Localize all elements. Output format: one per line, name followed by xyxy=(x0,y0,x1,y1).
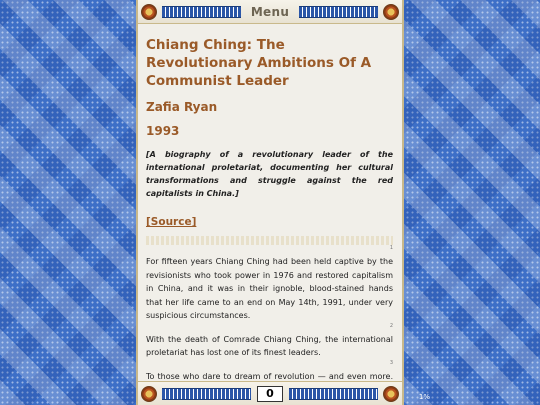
decorative-stripes-left xyxy=(162,6,241,18)
decorative-divider xyxy=(146,236,393,245)
article-blurb: [A biography of a revolutionary leader of the international proletariat, documenting her cultural transformations and struggle against the red capitalists in China.] xyxy=(146,150,393,198)
article-content[interactable] xyxy=(138,28,402,379)
paragraph xyxy=(146,359,393,380)
bottom-toolbar xyxy=(138,381,430,405)
paragraph-text: With the death of Comrade Chiang Ching, the international proletariat has lost one of its finest leaders. xyxy=(146,334,393,357)
paragraph-text xyxy=(146,366,393,380)
paragraph xyxy=(146,245,393,323)
progress-percent: 1% xyxy=(418,393,430,401)
decorative-stripes-right xyxy=(299,6,378,18)
paragraph-number: 1 xyxy=(389,245,393,251)
top-toolbar xyxy=(138,0,402,24)
paragraph-number: 3 xyxy=(389,359,393,366)
emblem-icon-right xyxy=(383,386,399,402)
emblem-icon-left xyxy=(141,386,157,402)
menu-button[interactable]: Menu xyxy=(250,4,290,19)
article-title: Chiang Ching: The Revolutionary Ambitions Of A Communist Leader xyxy=(146,37,372,89)
emblem-icon-left xyxy=(141,4,157,20)
paragraph xyxy=(146,322,393,360)
reader-frame xyxy=(136,0,430,405)
paragraph-number: 2 xyxy=(389,322,393,329)
paragraph-text: For fifteen years Chiang Ching had been held captive by the revisionists who took power in 1976 and restored capitalism in China, and it was in their ignoble, blood-stained hands that her life came to an end on May 14th, 1991, under very suspicious circumstances. xyxy=(146,257,393,320)
decorative-stripes-right xyxy=(289,388,378,400)
source-link[interactable]: [Source] xyxy=(146,216,197,228)
paragraph-text-part: To those who dare to dream of revolution — and even more, xyxy=(146,371,393,379)
article-year: 1993 xyxy=(146,124,180,138)
page-number-field[interactable]: 0 xyxy=(257,386,283,402)
emblem-icon-right xyxy=(383,4,399,20)
decorative-stripes-left xyxy=(162,388,251,400)
article-author: Zafia Ryan xyxy=(146,100,218,114)
